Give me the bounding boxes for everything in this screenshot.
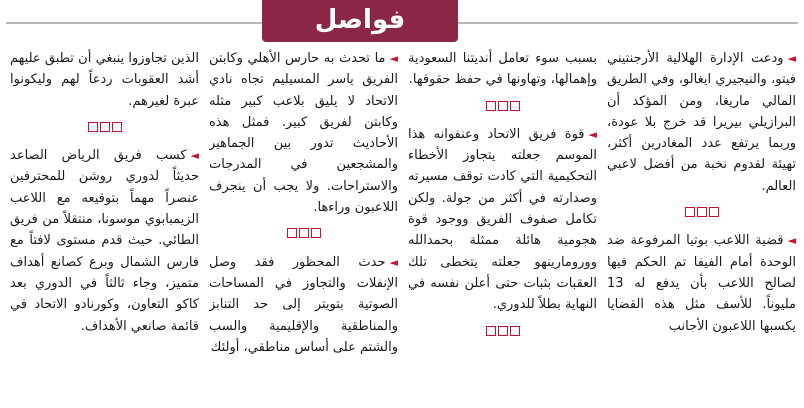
square-icon xyxy=(498,326,508,336)
paragraph xyxy=(209,252,398,358)
paragraph-text: الذين تجاوزوا ينبغي أن تطبق عليهم أشد العقوبات ردعاً لهم وليكونوا عبرة لغيرهم. xyxy=(10,51,199,109)
square-icon xyxy=(510,326,520,336)
separator-squares xyxy=(408,322,597,343)
square-icon xyxy=(311,228,321,238)
square-icon xyxy=(709,207,719,217)
bullet-arrow-icon: ◄ xyxy=(389,255,398,269)
paragraph xyxy=(607,48,796,197)
paragraph-text: بسبب سوء تعامل أنديتنا السعودية وإهمالها، وتهاونها في حفظ حقوقها. xyxy=(408,51,597,88)
square-icon xyxy=(88,122,98,132)
paragraph-text: قوة فريق الاتحاد وعنفوانه هذا الموسم جعلته يتجاوز الأخطاء التحكيمية التي كادت توقف مسيرته وصدارته في أكثر من جولة. ولكن تكامل صفوف الفريق ووجود قوة هجومية هائلة ممثلة بحمدالله وورومارينهو جعلته يتخطى تلك العقبات بثبات حتى أعلن نفسه في النهاية بطلاً للدوري. xyxy=(408,126,597,313)
bullet-arrow-icon: ◄ xyxy=(787,52,796,65)
square-icon xyxy=(299,228,309,238)
paragraph-text: حدث المحظور فقد وصل الإنفلات والتجاوز في المساحات الصوتية بتويتر إلى حد التنابز والمناطقية والإقليمية والسب والشتم على أساس مناطقي، أولئك xyxy=(209,254,398,355)
bullet-arrow-icon: ◄ xyxy=(787,234,796,248)
square-icon xyxy=(510,101,520,111)
paragraph-text: ما تحدث به حارس الأهلي وكابتن الفريق ياسر المسيليم تجاه نادي الاتحاد لا يليق بلاعب كبير مثله وكابتن لفريق كبير. فمثل هذه الأحاديث تدور بين الجماهير والمشجعين في المدرجات والاستراحات. ولا يجب أن ينجرف اللاعبون وراءها. xyxy=(209,51,398,216)
square-icon xyxy=(486,101,496,111)
text-column-3 xyxy=(209,48,398,404)
text-column-1 xyxy=(607,48,796,404)
separator-squares xyxy=(607,203,796,224)
paragraph xyxy=(408,124,597,316)
paragraph xyxy=(607,230,796,336)
paragraph-text: قضية اللاعب بوتيا المرفوعة ضد الوحدة أمام الفيفا تم الحكم فيها لصالح اللاعب بأن يدفع له 13 مليوناً. للأسف مثل هذه القضايا يكسبها اللاعبون الأجانب xyxy=(607,233,796,334)
bullet-arrow-icon: ◄ xyxy=(190,149,199,163)
paragraph xyxy=(209,48,398,218)
paragraph-text: كسب فريق الرياض الصاعد حديثاً لدوري روشن للمحترفين عنصراً مهماً بتوقيعه مع اللاعب الزيمبابوي موسونا، منتقلاً من فريق الطائي. حيث قدم مستوى لافتاً مع فارس الشمال وبرع كصانع أهداف متميز، وجاء ثالثاً في الدوري بعد كاكو التعاون، وكورنادو الاتحاد في قائمة صانعي الأهداف. xyxy=(10,148,199,334)
paragraph xyxy=(10,145,199,337)
text-column-4 xyxy=(10,48,199,404)
bullet-arrow-icon: ◄ xyxy=(389,52,398,65)
section-title: فواصل xyxy=(262,0,458,42)
paragraph xyxy=(10,48,199,112)
separator-squares xyxy=(10,118,199,139)
square-icon xyxy=(100,122,110,132)
separator-squares xyxy=(408,97,597,118)
bullet-arrow-icon: ◄ xyxy=(588,127,597,141)
separator-squares xyxy=(209,224,398,245)
square-icon xyxy=(486,326,496,336)
square-icon xyxy=(112,122,122,132)
text-column-2 xyxy=(408,48,597,404)
square-icon xyxy=(498,101,508,111)
paragraph xyxy=(408,48,597,91)
square-icon xyxy=(287,228,297,238)
square-icon xyxy=(697,207,707,217)
paragraph-text: ودعت الإدارة الهلالية الأرجنتيني فيتو، والنيجيري ايغالو، وفي الطريق المالي ماريغا، ومن المؤكد أن البرازيلي بيريرا قد خرج بلا عودة، وربما يرتفع عدد المغادرين أكثر، تهيئة لقدوم نخبة من أفضل لاعبي العالم. xyxy=(607,51,796,194)
article-columns xyxy=(10,48,796,404)
square-icon xyxy=(685,207,695,217)
